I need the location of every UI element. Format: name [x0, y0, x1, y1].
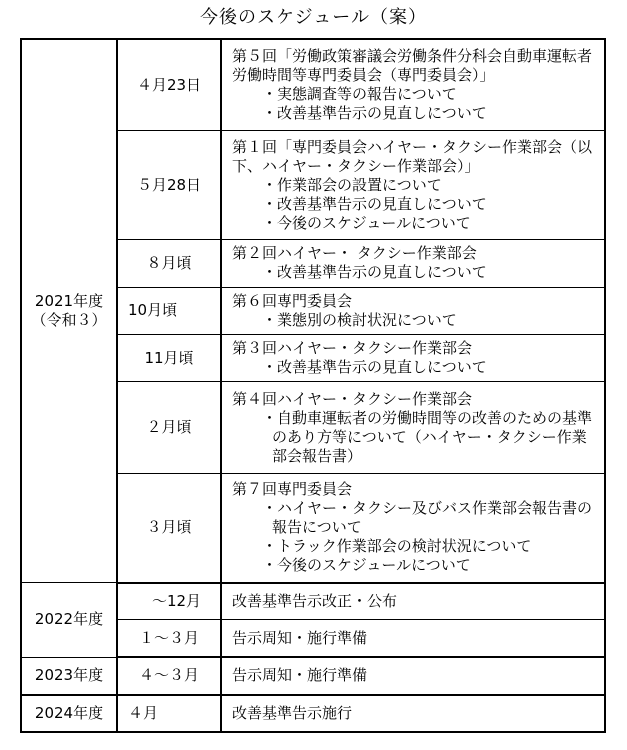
- content-cell: [221, 131, 605, 240]
- content-cell: 告示周知・施行準備: [221, 657, 605, 694]
- meeting-heading: 第５回「労働政策審議会労働条件分科会自動車運転者労働時間等専門委員会（専門委員会）」: [232, 47, 593, 85]
- meeting-heading: 第３回ハイヤー・タクシー作業部会: [232, 339, 473, 358]
- date-cell: ４月23日: [117, 39, 221, 131]
- content-cell: [221, 287, 605, 334]
- date-cell: 10月頃: [117, 287, 221, 334]
- meeting-heading: 第６回専門委員会: [232, 291, 353, 310]
- date-cell: ２月頃: [117, 382, 221, 474]
- agenda-item: ・ハイヤー・タクシー及びバス作業部会報告書の報告について: [262, 499, 593, 537]
- year-cell: [21, 39, 117, 583]
- table-row: [21, 695, 605, 732]
- agenda-item: ・トラック作業部会の検討状況について: [262, 537, 532, 556]
- content-cell: [221, 382, 605, 474]
- year-cell: 2022年度: [21, 583, 117, 658]
- content-cell: [221, 39, 605, 131]
- table-row: [21, 657, 605, 694]
- content-cell: [221, 474, 605, 583]
- content-cell: 告示周知・施行準備: [221, 620, 605, 657]
- content-cell: 改善基準告示改正・公布: [221, 583, 605, 620]
- year-label: 2021年度: [34, 292, 104, 311]
- date-cell: 11月頃: [117, 335, 221, 382]
- meeting-heading: 第４回ハイヤー・タクシー作業部会: [232, 389, 473, 408]
- year-cell: 2024年度: [21, 695, 117, 732]
- agenda-item: ・実態調査等の報告について: [262, 85, 457, 104]
- agenda-item: ・改善基準告示の見直しについて: [262, 104, 487, 123]
- schedule-table: [20, 38, 606, 733]
- table-row: [21, 583, 605, 620]
- table-row: [21, 39, 605, 131]
- year-cell: 2023年度: [21, 657, 117, 694]
- meeting-heading: 第１回「専門委員会ハイヤー・タクシー作業部会（以下、ハイヤー・タクシー作業部会）」: [232, 137, 593, 175]
- page-title: 今後のスケジュール（案）: [200, 7, 427, 28]
- date-cell: ４～３月: [117, 657, 221, 694]
- content-cell: [221, 240, 605, 287]
- agenda-item: ・作業部会の設置について: [262, 175, 442, 194]
- agenda-item: ・業態別の検討状況について: [262, 310, 457, 329]
- date-cell: ～12月: [117, 583, 221, 620]
- agenda-item: ・今後のスケジュールについて: [262, 556, 471, 575]
- agenda-item: ・改善基準告示の見直しについて: [262, 263, 487, 282]
- date-cell: ３月頃: [117, 474, 221, 583]
- agenda-item: ・自動車運転者の労働時間等の改善のための基準のあり方等について（ハイヤー・タクシー作業部会報告書）: [262, 408, 593, 465]
- agenda-item: ・今後のスケジュールについて: [262, 213, 471, 232]
- meeting-heading: 第７回専門委員会: [232, 480, 353, 499]
- agenda-item: ・改善基準告示の見直しについて: [262, 358, 487, 377]
- date-cell: ４月: [117, 695, 221, 732]
- agenda-item: ・改善基準告示の見直しについて: [262, 194, 487, 213]
- date-cell: ８月頃: [117, 240, 221, 287]
- date-cell: １～３月: [117, 620, 221, 657]
- content-cell: 改善基準告示施行: [221, 695, 605, 732]
- era-label: （令和３）: [31, 311, 107, 330]
- meeting-heading: 第２回ハイヤー・ タクシー作業部会: [232, 244, 477, 263]
- date-cell: ５月28日: [117, 131, 221, 240]
- content-cell: [221, 335, 605, 382]
